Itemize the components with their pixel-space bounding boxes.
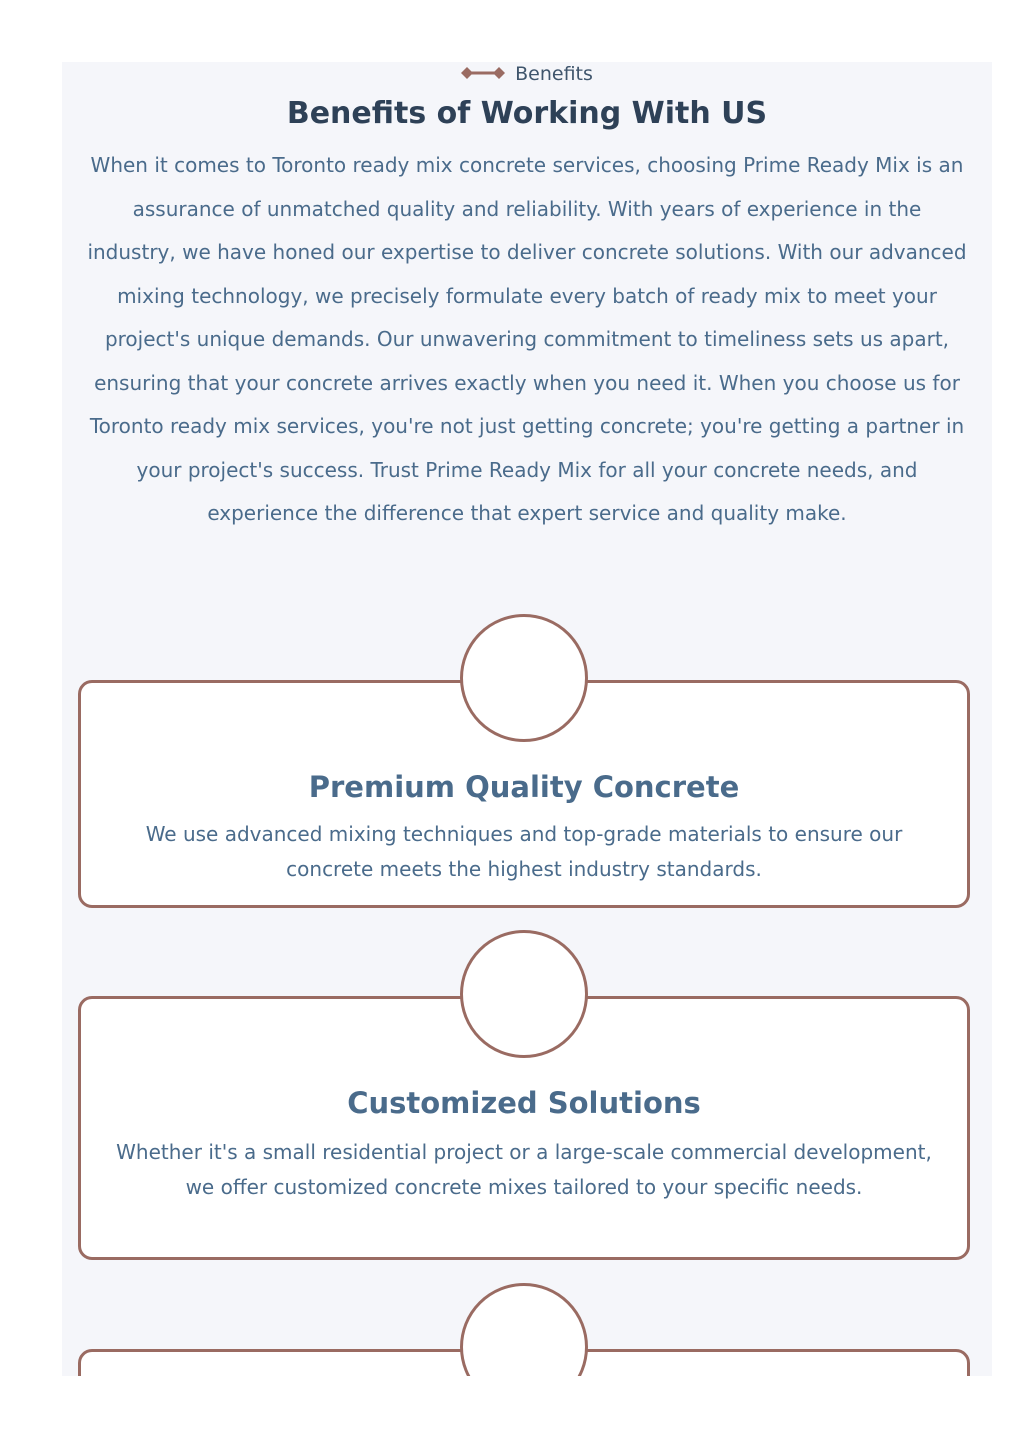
section-title: Benefits of Working With US — [286, 96, 768, 131]
section-intro: When it comes to Toronto ready mix concrete services, choosing Prime Ready Mix is an assurance of unmatched quality and reliability. With years of experience in the industry, we have honed our expertise to deliver concrete solutions. With our advanced mixing technology, we precisely formulate every batch of ready mix to meet your project's unique demands. Our unwavering commitment to timeliness sets us apart, ensuring that your concrete arrives exactly when you need it. When you choose us for Toronto ready mix services, you're not just getting concrete; you're getting a partner in your project's success. Trust Prime Ready Mix for all your concrete needs, and experience the difference that expert service and quality make. — [87, 153, 967, 525]
benefit-card — [78, 680, 970, 908]
diamond-line-diamond-icon — [461, 66, 505, 80]
benefit-title: Customized Solutions — [347, 1086, 701, 1120]
section-eyebrow — [62, 63, 992, 85]
benefit-icon-circle — [460, 1283, 588, 1376]
benefit-text: Whether it's a small residential project or a large-scale commercial development, we offer customized concrete mixes tailored to your specific needs. — [116, 1140, 932, 1199]
benefit-text: We use advanced mixing techniques and top-grade materials to ensure our concrete meets the highest industry standards. — [145, 822, 903, 881]
benefits-section — [62, 62, 992, 1376]
benefit-card — [78, 996, 970, 1260]
eyebrow-label: Benefits — [515, 63, 593, 85]
benefit-icon-circle — [460, 930, 588, 1058]
benefit-title: Premium Quality Concrete — [308, 770, 740, 804]
benefit-icon-circle — [460, 614, 588, 742]
benefit-card — [78, 1349, 970, 1376]
